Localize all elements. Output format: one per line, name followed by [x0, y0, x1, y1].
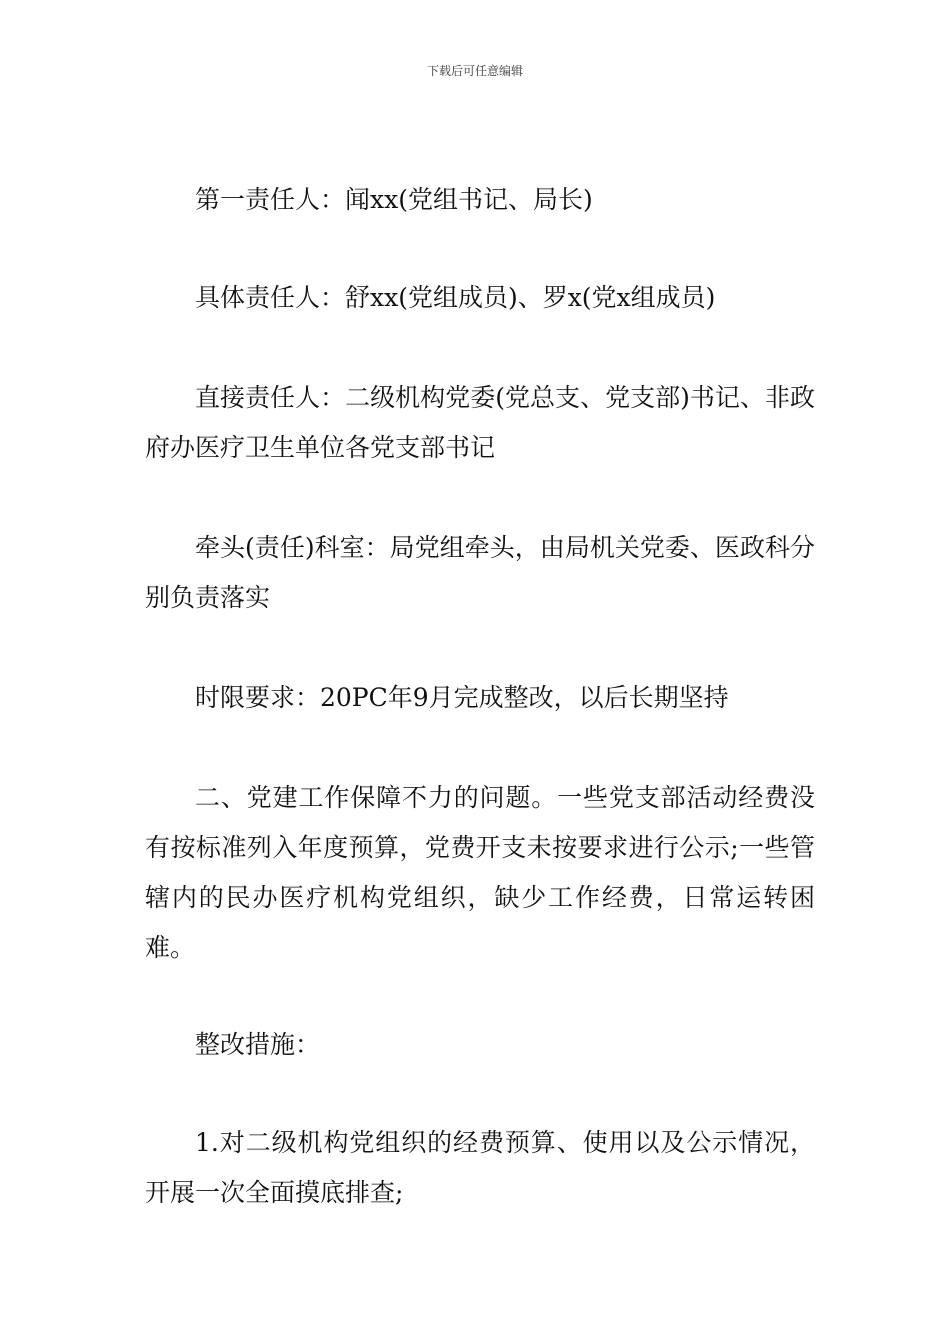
- page-header-note: 下载后可任意编辑: [426, 64, 523, 78]
- paragraph-measures-heading: 整改措施：: [195, 1030, 321, 1059]
- paragraph-section-two: 二、党建工作保障不力的问题。一些党支部活动经费没有按标准列入年度预算，党费开支未按要求进行公示;一些管辖内的民办医疗机构党组织，缺少工作经费，日常运转困难。: [145, 783, 815, 962]
- paragraph-measure-one: 1.对二级机构党组织的经费预算、使用以及公示情况，开展一次全面摸底排查;: [145, 1128, 815, 1207]
- paragraph-deadline: 时限要求：20PC年9月完成整改，以后长期坚持: [195, 683, 729, 712]
- paragraph-first-responsible: 第一责任人：闻xx(党组书记、局长): [195, 185, 593, 214]
- paragraph-lead-department: 牵头(责任)科室：局党组牵头，由局机关党委、医政科分别负责落实: [145, 533, 815, 612]
- paragraph-specific-responsible: 具体责任人：舒xx(党组成员)、罗x(党x组成员): [195, 283, 716, 312]
- paragraph-direct-responsible: 直接责任人：二级机构党委(党总支、党支部)书记、非政府办医疗卫生单位各党支部书记: [145, 383, 815, 462]
